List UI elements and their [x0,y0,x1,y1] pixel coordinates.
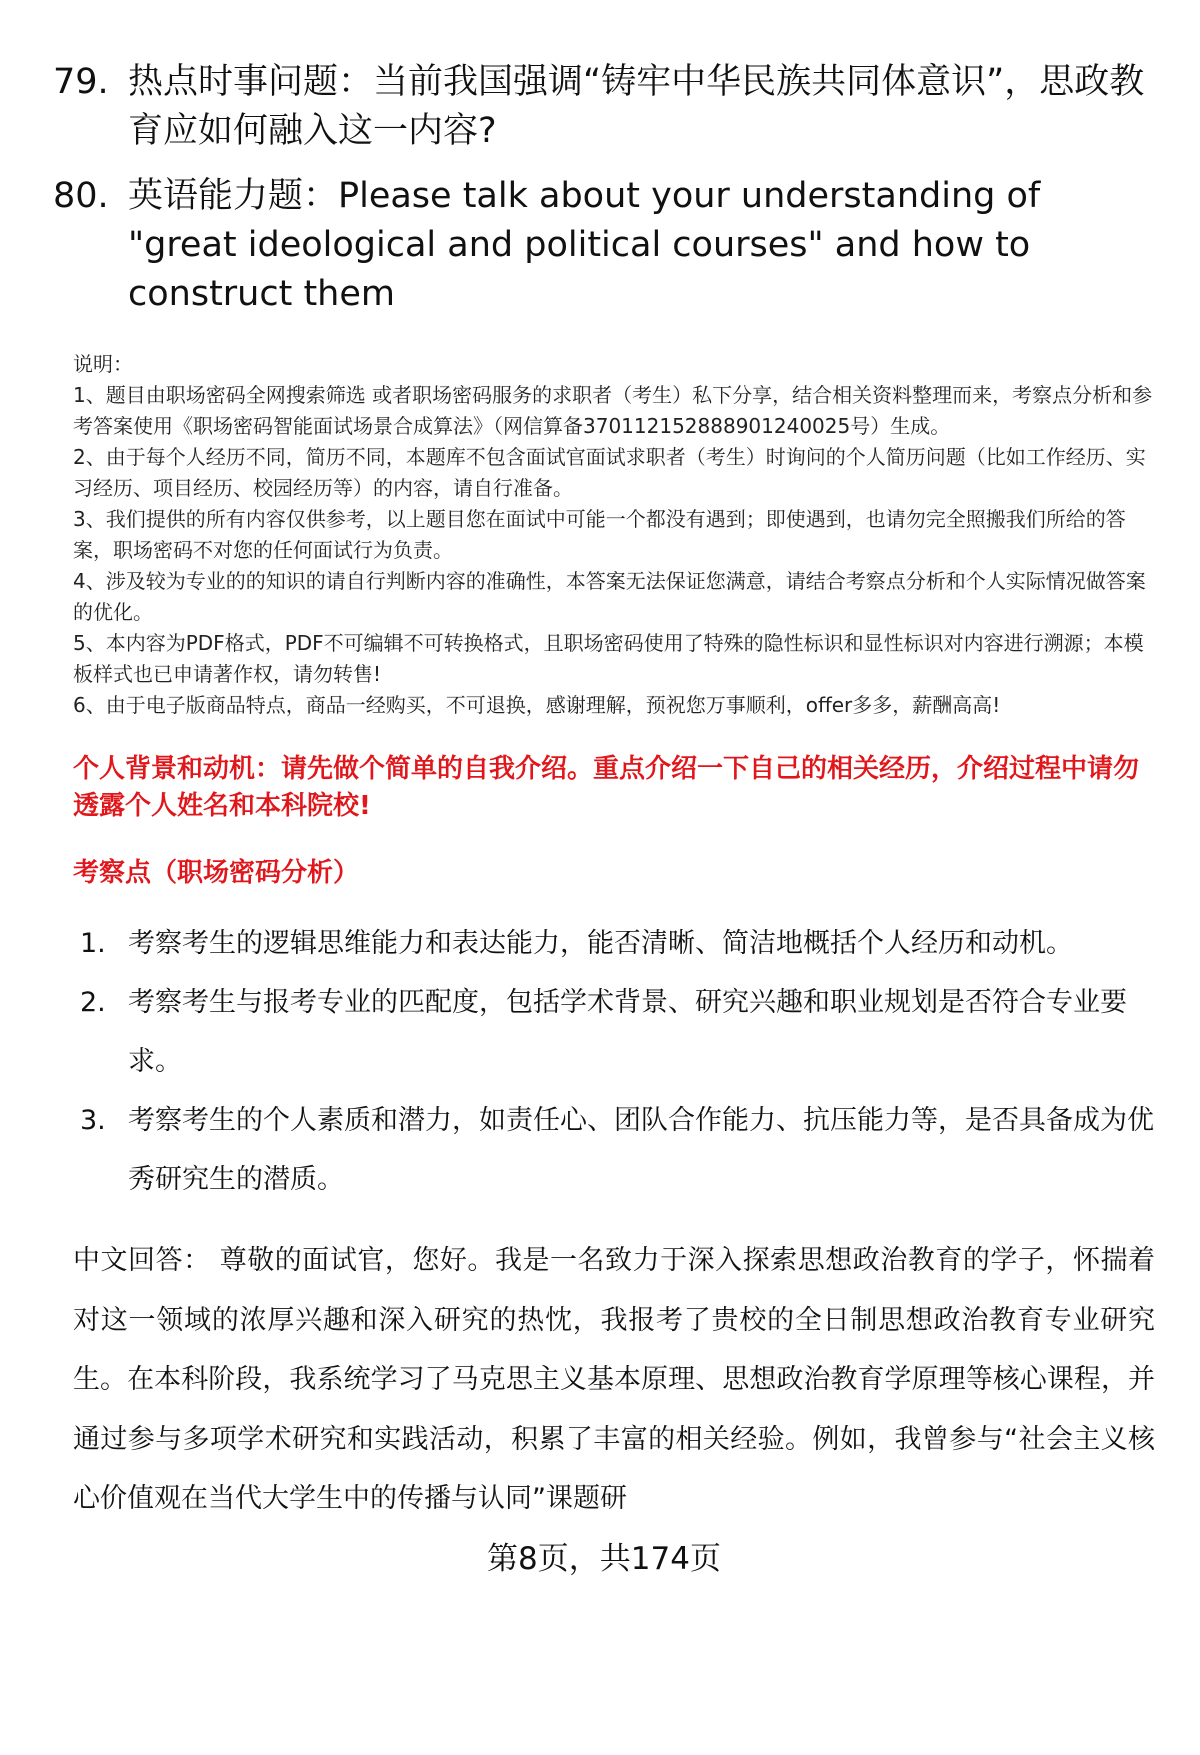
note-item: 4、涉及较为专业的的知识的请自行判断内容的准确性，本答案无法保证您满意，请结合考察点分析和个人实际情况做答案的优化。 [73,569,1146,624]
list-text: 考察考生的个人素质和潜力，如责任心、团队合作能力、抗压能力等，是否具备成为优秀研究生的潜质。 [128,1105,1154,1195]
notes-title: 说明： [73,352,133,376]
list-item [80,973,1155,1091]
note-item: 2、由于每个人经历不同，简历不同，本题库不包含面试官面试求职者（考生）时询问的个人简历问题（比如工作经历、实习经历、项目经历、校园经历等）的内容，请自行准备。 [73,445,1146,500]
question-80 [53,172,1155,319]
question-number: 80. [53,176,109,216]
note-item: 5、本内容为PDF格式，PDF不可编辑不可转换格式，且职场密码使用了特殊的隐性标识和显性标识对内容进行溯源；本模板样式也已申请著作权，请勿转售! [73,631,1144,686]
list-text: 考察考生与报考专业的匹配度，包括学术背景、研究兴趣和职业规划是否符合专业要求。 [128,987,1127,1077]
question-text: 英语能力题：Please talk about your understanding of "great ideological and political courses" and how to construct them [128,176,1041,314]
background-question: 个人背景和动机：请先做个简单的自我介绍。重点介绍一下自己的相关经历，介绍过程中请勿透露个人姓名和本科院校! [73,754,1140,821]
question-79 [53,58,1155,156]
list-text: 考察考生的逻辑思维能力和表达能力，能否清晰、简洁地概括个人经历和动机。 [128,928,1073,959]
key-points-title: 考察点（职场密码分析） [73,858,360,888]
note-item: 3、我们提供的所有内容仅供参考，以上题目您在面试中可能一个都没有遇到；即使遇到，也请勿完全照搬我们所给的答案，职场密码不对您的任何面试行为负责。 [73,507,1126,562]
page-footer: 第8页，共174页 [487,1540,721,1577]
answer-text: 中文回答： 尊敬的面试官，您好。我是一名致力于深入探索思想政治教育的学子，怀揣着对这一领域的浓厚兴趣和深入研究的热忱，我报考了贵校的全日制思想政治教育专业研究生。在本科阶段，我系统学习了马克思主义基本原理、思想政治教育学原理等核心课程，并通过参与多项学术研究和实践活动，积累了丰富的相关经验。例如，我曾参与“社会主义核心价值观在当代大学生中的传播与认同”课题研 [73,1245,1155,1514]
list-item [80,914,1155,973]
list-number: 1. [80,928,106,959]
list-number: 3. [80,1105,106,1136]
note-item: 6、由于电子版商品特点，商品一经购买，不可退换，感谢理解，预祝您万事顺利，offer多多，薪酬高高! [73,693,1001,717]
list-item [80,1091,1155,1209]
question-number: 79. [53,62,109,102]
key-points-list [80,914,1155,1209]
list-number: 2. [80,987,106,1018]
note-item: 1、题目由职场密码全网搜索筛选 或者职场密码服务的求职者（考生）私下分享，结合相关资料整理而来，考察点分析和参考答案使用《职场密码智能面试场景合成算法》（网信算备370112152888901240025号）生成。 [73,383,1153,438]
question-text: 热点时事问题：当前我国强调“铸牢中华民族共同体意识”，思政教育应如何融入这一内容? [128,62,1145,151]
notes-section [73,349,1155,721]
